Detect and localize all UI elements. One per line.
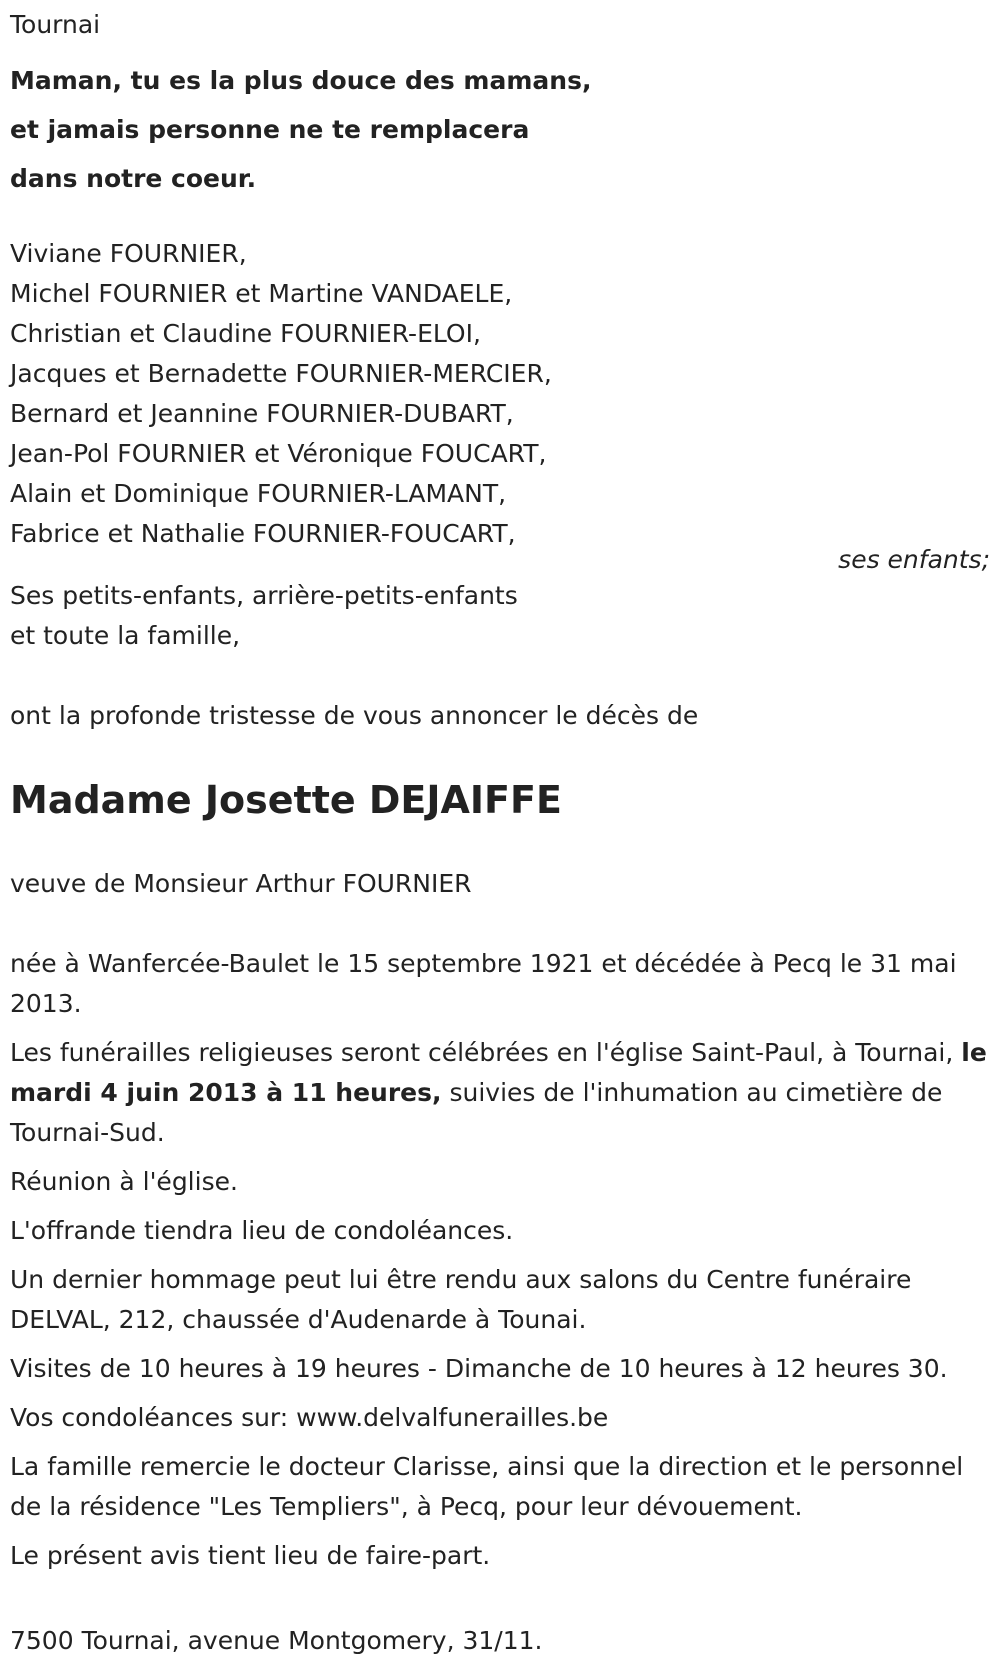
city-heading: Tournai — [10, 10, 101, 39]
notice: Le présent avis tient lieu de faire-part. — [10, 1541, 491, 1570]
visits: Visites de 10 heures à 19 heures - Dimanche de 10 heures à 12 heures 30. — [10, 1354, 948, 1383]
poem-line: dans notre coeur. — [10, 164, 257, 193]
family-line: et toute la famille, — [10, 621, 241, 650]
funeral-date: le mardi 4 juin 2013 à 11 heures, — [10, 1038, 987, 1107]
details-section — [10, 944, 990, 1585]
child-entry: Fabrice et Nathalie FOURNIER-FOUCART, — [10, 519, 516, 548]
grandchildren-family — [10, 576, 518, 656]
offering: L'offrande tiendra lieu de condoléances. — [10, 1216, 514, 1245]
birth-death: née à Wanfercée-Baulet le 15 septembre 1921 et décédée à Pecq le 31 mai 2013. — [10, 949, 957, 1018]
thanks: La famille remercie le docteur Clarisse, ainsi que la direction et le personnel de la résidence "Les Templiers", à Pecq, pour leur dévouement. — [10, 1452, 964, 1521]
child-entry: Bernard et Jeannine FOURNIER-DUBART, — [10, 399, 514, 428]
widow-of: veuve de Monsieur Arthur FOURNIER — [10, 869, 472, 898]
poem-line: et jamais personne ne te remplacera — [10, 115, 530, 144]
child-entry: Alain et Dominique FOURNIER-LAMANT, — [10, 479, 507, 508]
poem — [10, 56, 591, 203]
funeral-after: suivies de l'inhumation au cimetière de Tournai-Sud. — [10, 1078, 943, 1147]
address: 7500 Tournai, avenue Montgomery, 31/11. — [10, 1626, 543, 1655]
announcement: ont la profonde tristesse de vous annoncer le décès de — [10, 701, 699, 730]
condolences: Vos condoléances sur: www.delvalfunerailles.be — [10, 1403, 609, 1432]
child-entry: Christian et Claudine FOURNIER-ELOI, — [10, 319, 481, 348]
family-line: Ses petits-enfants, arrière-petits-enfants — [10, 581, 518, 610]
child-entry: Viviane FOURNIER, — [10, 239, 247, 268]
child-entry: Michel FOURNIER et Martine VANDAELE, — [10, 279, 513, 308]
funeral-before: Les funérailles religieuses seront célébrées en l'église Saint-Paul, à Tournai, — [10, 1038, 962, 1067]
child-entry: Jean-Pol FOURNIER et Véronique FOUCART, — [10, 439, 547, 468]
children-role: ses enfants; — [838, 545, 990, 574]
reunion: Réunion à l'église. — [10, 1167, 238, 1196]
deceased-name: Madame Josette DEJAIFFE — [10, 778, 562, 822]
funeral-info — [10, 1033, 990, 1153]
poem-line: Maman, tu es la plus douce des mamans, — [10, 66, 592, 95]
homage: Un dernier hommage peut lui être rendu aux salons du Centre funéraire DELVAL, 212, chaussée d'Audenarde à Tounai. — [10, 1265, 912, 1334]
child-entry: Jacques et Bernadette FOURNIER-MERCIER, — [10, 359, 552, 388]
children-list — [10, 234, 552, 554]
